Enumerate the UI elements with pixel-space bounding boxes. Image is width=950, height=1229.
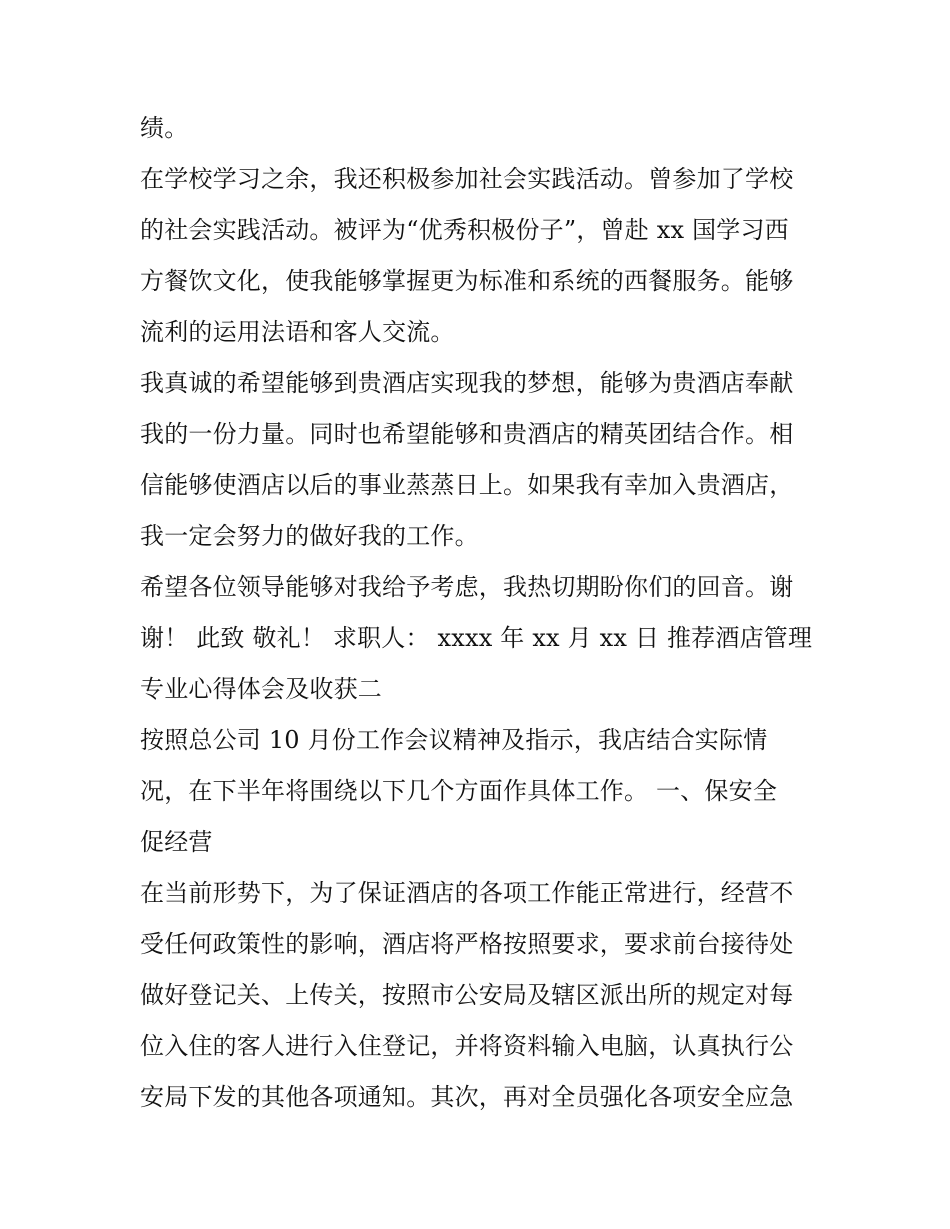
text-line: 绩。 (140, 114, 189, 142)
text-line: 专业心得体会及收获二 (140, 675, 382, 703)
document-body (140, 103, 820, 1123)
text-line: 做好登记关、上传关，按照市公安局及辖区派出所的规定对每 (140, 981, 794, 1009)
text-line: 的社会实践活动。被评为“优秀积极份子”，曾赴 xx 国学习西 (140, 216, 789, 244)
text-line: 谢！ 此致 敬礼！ 求职人： xxxx 年 xx 月 xx 日 推荐酒店管理 (140, 624, 813, 652)
text-line: 受任何政策性的影响，酒店将严格按照要求，要求前台接待处 (140, 930, 794, 958)
text-line: 安局下发的其他各项通知。其次，再对全员强化各项安全应急 (140, 1083, 794, 1111)
text-line: 促经营 (140, 828, 213, 856)
text-line: 位入住的客人进行入住登记，并将资料输入电脑，认真执行公 (140, 1032, 794, 1060)
text-line: 我真诚的希望能够到贵酒店实现我的梦想，能够为贵酒店奉献 (140, 369, 794, 397)
text-line: 在当前形势下，为了保证酒店的各项工作能正常进行，经营不 (140, 879, 794, 907)
text-line: 希望各位领导能够对我给予考虑，我热切期盼你们的回音。谢 (140, 573, 794, 601)
text-line: 方餐饮文化，使我能够掌握更为标准和系统的西餐服务。能够 (140, 267, 794, 295)
text-line: 况，在下半年将围绕以下几个方面作具体工作。 一、保安全 (140, 777, 778, 805)
text-line: 按照总公司 10 月份工作会议精神及指示，我店结合实际情 (140, 726, 768, 754)
text-line: 在学校学习之余，我还积极参加社会实践活动。曾参加了学校 (140, 165, 794, 193)
text-line: 流利的运用法语和客人交流。 (140, 318, 455, 346)
text-line: 我的一份力量。同时也希望能够和贵酒店的精英团结合作。相 (140, 420, 794, 448)
text-line: 信能够使酒店以后的事业蒸蒸日上。如果我有幸加入贵酒店， (140, 471, 794, 499)
text-line: 我一定会努力的做好我的工作。 (140, 522, 479, 550)
